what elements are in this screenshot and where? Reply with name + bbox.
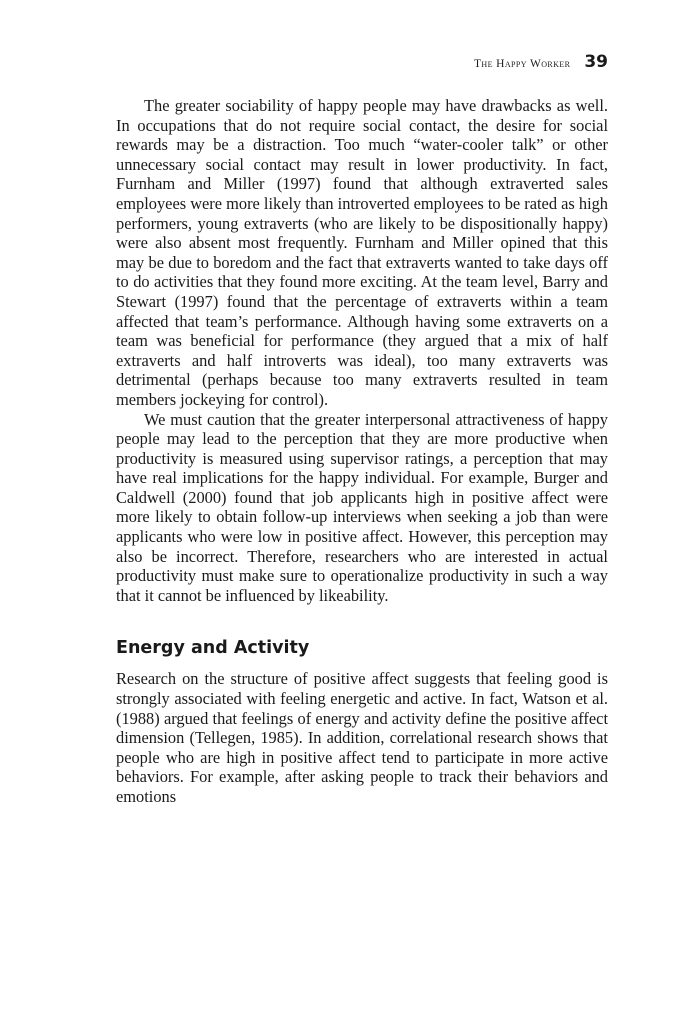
running-head [474, 52, 608, 72]
paragraph-energy-activity: Research on the structure of positive affect suggests that feeling good is strongly associated with feeling energetic and active. In fact, Watson et al. (1988) argued that feelings of energy and activity define the positive affect dimension (Tellegen, 1985). In addition, correlational research shows that people who are high in positive affect tend to participate in more active behaviors. For example, after asking people to track their behaviors and emotions [116, 669, 608, 806]
section-heading-energy-activity: Energy and Activity [116, 638, 310, 659]
body-text [116, 96, 608, 807]
paragraph-interpersonal-attractiveness: We must caution that the greater interpersonal attractiveness of happy people may lead to the perception that they are more productive when productivity is measured using supervisor ratings, a perception that may have real implications for the happy individual. For example, Burger and Caldwell (2000) found that job applicants high in positive affect were more likely to obtain follow-up interviews when seeking a job than were applicants who were low in positive affect. However, this perception may also be incorrect. Therefore, researchers who are interested in actual productivity must make sure to operationalize productivity in such a way that it cannot be influenced by likeability. [116, 409, 608, 605]
page-number: 39 [584, 52, 608, 72]
paragraph-sociability-drawbacks: The greater sociability of happy people may have drawbacks as well. In occupations that do not require social contact, the desire for social rewards may be a distraction. Too much “water-cooler talk” or other unnecessary social contact may result in lower productivity. In fact, Furnham and Miller (1997) found that although extraverted sales employees were more likely than introverted employees to be rated as high performers, young extraverts (who are likely to be dispositionally happy) were also absent most frequently. Furnham and Miller opined that this may be due to boredom and the fact that extraverts wanted to take days off to do activities that they found more exciting. At the team level, Barry and Stewart (1997) found that the percentage of extraverts within a team affected that team’s performance. Although having some extraverts on a team was beneficial for performance (they argued that a mix of half extraverts and half introverts was ideal), too many extraverts was detrimental (perhaps because too many extraverts resulted in team members jockeying for control). [116, 96, 609, 409]
running-title: The Happy Worker [473, 58, 571, 70]
